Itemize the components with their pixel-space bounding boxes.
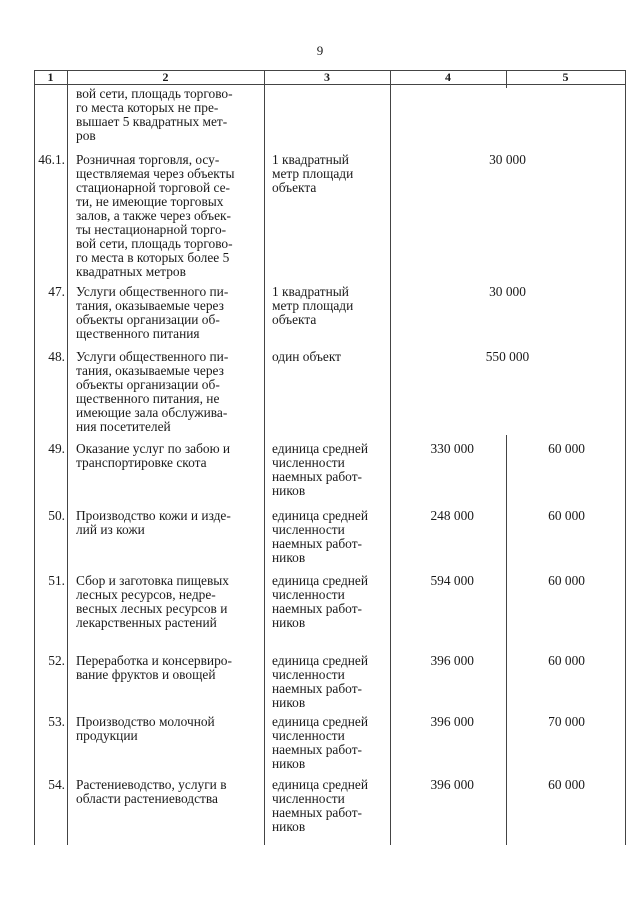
row-number: 46.1. <box>38 152 65 167</box>
row-description: Производство молочной продукции <box>76 714 215 743</box>
row-rate: 30 000 <box>489 284 526 299</box>
column-line-right <box>625 70 626 845</box>
row-number: 52. <box>48 653 65 668</box>
row-description: Производство кожи и изде- лий из кожи <box>76 508 231 537</box>
row-unit: единица средней численности наемных работ- ников <box>272 573 369 630</box>
header-col-2: 2 <box>162 70 169 84</box>
header-col-4: 4 <box>445 70 451 84</box>
row-number: 50. <box>48 508 65 523</box>
row-rate-col5: 60 000 <box>548 653 585 668</box>
row-description: Переработка и консервиро- вание фруктов и овощей <box>76 653 232 682</box>
header-col-5: 5 <box>562 70 569 84</box>
page-number: 9 <box>316 43 324 58</box>
row-description: Розничная торговля, осу- ществляемая через объекты стационарной торговой се- ти, не имеющие торговых залов, а также через объек- ты нестационарной торго- вой сети, площадь торгово- го места в которых более 5 квадратных метров <box>76 152 235 279</box>
row-rate-col4: 396 000 <box>430 777 474 792</box>
header-col-3: 3 <box>324 70 330 84</box>
row-description: Оказание услуг по забою и транспортировке скота <box>76 441 231 470</box>
row-rate: 30 000 <box>489 152 526 167</box>
row-unit: единица средней численности наемных работ- ников <box>272 508 369 565</box>
row-description: Растениеводство, услуги в области растениеводства <box>76 777 227 806</box>
row-rate: 550 000 <box>485 349 530 364</box>
row-rate-col5: 60 000 <box>548 573 585 588</box>
row-rate-col5: 60 000 <box>548 508 585 523</box>
row-number: 47. <box>48 284 65 299</box>
table-header <box>34 70 625 84</box>
row-number: 48. <box>48 349 65 364</box>
row-number: 51. <box>48 573 65 588</box>
row-number: 49. <box>48 441 65 456</box>
row-description: вой сети, площадь торгово- го места которых не пре- вышает 5 квадратных мет- ров <box>76 86 233 143</box>
tariff-table <box>34 70 625 845</box>
column-line-1 <box>67 70 68 845</box>
row-description: Услуги общественного пи- тания, оказываемые через объекты организации об- щественного питания, не имеющие зала обслужива- ния посетителей <box>76 349 229 434</box>
row-rate-col4: 396 000 <box>430 653 474 668</box>
row-unit: один объект <box>272 349 342 364</box>
row-rate-col5: 60 000 <box>548 777 585 792</box>
row-rate-col4: 248 000 <box>430 508 474 523</box>
row-unit: единица средней численности наемных работ- ников <box>272 777 369 834</box>
row-number: 53. <box>48 714 65 729</box>
header-bottom-border <box>34 84 625 85</box>
row-rate-col4: 396 000 <box>430 714 474 729</box>
row-unit: единица средней численности наемных работ- ников <box>272 714 369 771</box>
row-unit: единица средней численности наемных работ- ников <box>272 653 369 710</box>
row-rate-col4: 330 000 <box>430 441 474 456</box>
row-number: 54. <box>48 777 65 792</box>
row-unit: 1 квадратный метр площади объекта <box>272 152 354 195</box>
row-rate-col4: 594 000 <box>430 573 474 588</box>
row-description: Услуги общественного пи- тания, оказываемые через объекты организации об- щественного питания <box>76 284 229 341</box>
row-unit: 1 квадратный метр площади объекта <box>272 284 354 327</box>
row-rate-col5: 60 000 <box>548 441 585 456</box>
row-unit: единица средней численности наемных работ- ников <box>272 441 369 498</box>
row-description: Сбор и заготовка пищевых лесных ресурсов, недре- весных лесных ресурсов и лекарственных растений <box>76 573 229 630</box>
header-col-1: 1 <box>47 70 54 84</box>
row-rate-col5: 70 000 <box>548 714 585 729</box>
